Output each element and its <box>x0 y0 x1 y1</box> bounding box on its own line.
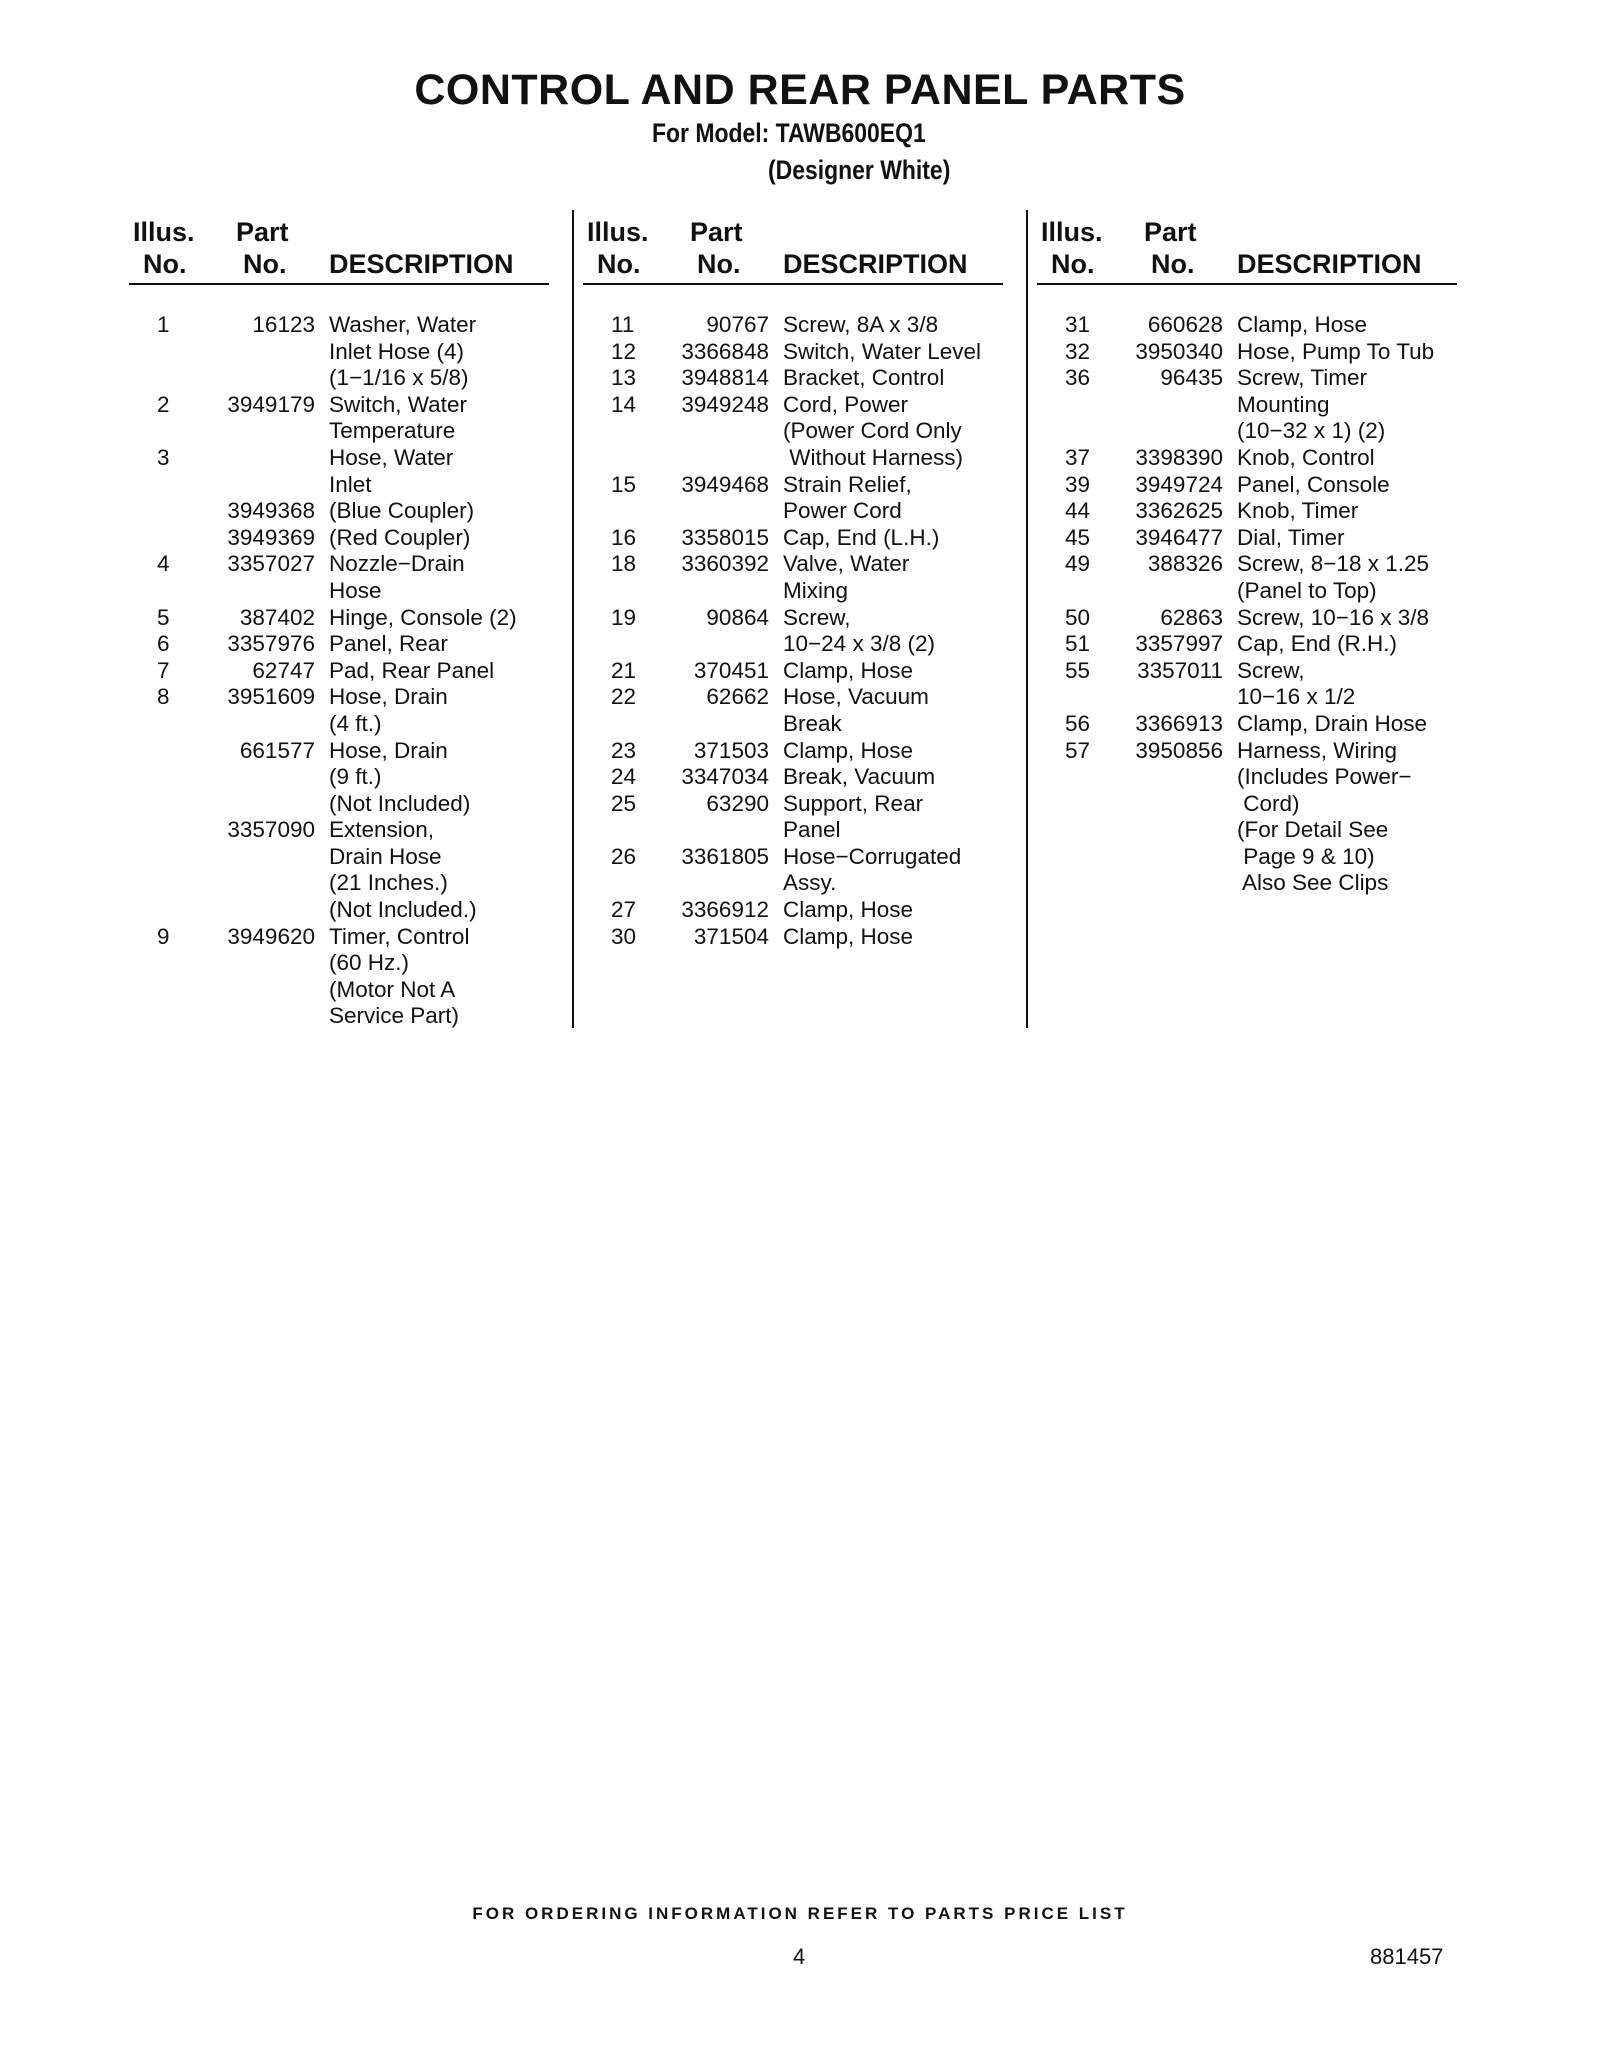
part-number: 3949248 <box>681 391 769 417</box>
part-description: Clamp, Hose <box>783 657 914 683</box>
part-description: (Blue Coupler) <box>329 498 475 524</box>
parts-row <box>587 551 1007 604</box>
parts-row <box>133 605 553 632</box>
part-description: Switch, Water Temperature <box>329 391 467 444</box>
part-number: 371503 <box>693 737 769 763</box>
parts-row <box>133 631 553 658</box>
parts-row <box>133 392 553 445</box>
part-number: 90767 <box>706 312 769 337</box>
illus-number: 30 <box>611 923 637 949</box>
illus-number: 7 <box>157 657 170 683</box>
parts-row <box>133 738 553 818</box>
part-description: Cap, End (R.H.) <box>1237 631 1398 657</box>
part-number: 661577 <box>239 737 315 763</box>
header-part: Part <box>690 217 743 247</box>
illus-number: 27 <box>611 897 637 923</box>
part-number: 3949468 <box>681 471 769 497</box>
part-description: Hose, Drain (9 ft.) (Not Included) <box>329 737 471 816</box>
illus-number: 15 <box>611 471 637 497</box>
part-description: Panel, Rear <box>329 631 448 657</box>
illus-number: 2 <box>157 391 170 417</box>
parts-row <box>587 844 1007 897</box>
illus-number: 19 <box>611 604 637 630</box>
header-description: DESCRIPTION <box>329 249 514 279</box>
illus-number: 6 <box>157 631 170 657</box>
illus-number: 55 <box>1065 657 1091 683</box>
part-description: Hose, Vacuum Break <box>783 684 929 736</box>
parts-row <box>587 684 1007 737</box>
illus-number: 1 <box>157 312 170 337</box>
part-description: Clamp, Hose <box>1237 312 1368 337</box>
part-number: 3950856 <box>1135 737 1223 763</box>
part-number: 62747 <box>252 657 315 683</box>
parts-row <box>133 525 553 552</box>
part-number: 3358015 <box>681 524 769 550</box>
parts-row <box>133 498 553 525</box>
part-description: Hose, Pump To Tub <box>1237 338 1435 364</box>
header-part-no: No. <box>697 249 741 279</box>
part-number: 62863 <box>1160 604 1223 630</box>
illus-number: 3 <box>157 444 170 470</box>
part-description: Clamp, Drain Hose <box>1237 710 1428 736</box>
part-description: Strain Relief, Power Cord <box>783 471 912 524</box>
part-description: Knob, Control <box>1237 444 1375 470</box>
illus-number: 18 <box>611 551 637 577</box>
parts-row <box>133 312 553 392</box>
header-illus-no: No. <box>597 249 641 279</box>
part-description: Hose−Corrugated Assy. <box>783 843 962 896</box>
parts-row <box>1041 738 1461 898</box>
column-header <box>1041 217 1461 283</box>
parts-row <box>1041 631 1461 658</box>
part-description: Harness, Wiring (Includes Power− Cord) (For Detail See Page 9 & 10) Also See Clips <box>1237 737 1412 896</box>
illus-number: 13 <box>611 365 637 391</box>
parts-list <box>133 312 553 1030</box>
parts-row <box>133 445 553 498</box>
part-number: 3950340 <box>1135 338 1223 364</box>
parts-row <box>587 312 1007 339</box>
parts-row <box>587 738 1007 765</box>
illus-number: 36 <box>1065 365 1091 391</box>
illus-number: 45 <box>1065 524 1091 550</box>
part-description: Screw, 10−16 x 3/8 <box>1237 604 1429 630</box>
part-description: Valve, Water Mixing <box>783 551 910 603</box>
illus-number: 11 <box>611 312 635 337</box>
part-number: 3357090 <box>227 817 315 843</box>
header-part-no: No. <box>243 249 287 279</box>
parts-row <box>1041 605 1461 632</box>
part-number: 3357976 <box>227 631 315 657</box>
parts-row <box>587 791 1007 844</box>
part-number: 3357027 <box>227 551 315 577</box>
part-number: 388326 <box>1147 551 1223 577</box>
part-description: Bracket, Control <box>783 365 945 391</box>
page-number: 4 <box>793 1944 806 1969</box>
parts-row <box>1041 551 1461 604</box>
parts-row <box>587 392 1007 472</box>
part-description: Screw, Timer Mounting (10−32 x 1) (2) <box>1237 365 1386 444</box>
part-description: Panel, Console <box>1237 471 1390 497</box>
illus-number: 22 <box>611 684 637 710</box>
finish-subtitle: (Designer White) <box>768 155 951 185</box>
part-description: Clamp, Hose <box>783 737 914 763</box>
parts-row <box>1041 472 1461 499</box>
illus-number: 21 <box>611 657 637 683</box>
part-description: Nozzle−Drain Hose <box>329 551 465 603</box>
part-number: 3949369 <box>227 524 315 550</box>
column-divider <box>572 210 574 1028</box>
header-part: Part <box>1144 217 1197 247</box>
illus-number: 26 <box>611 843 637 869</box>
header-rule <box>1037 283 1457 285</box>
parts-row <box>587 365 1007 392</box>
illus-number: 8 <box>157 684 170 710</box>
header-illus: Illus. <box>587 217 649 247</box>
parts-row <box>133 817 553 923</box>
part-description: Clamp, Hose <box>783 923 914 949</box>
part-number: 3951609 <box>227 684 315 710</box>
part-number: 16123 <box>252 312 315 337</box>
part-description: Clamp, Hose <box>783 897 914 923</box>
parts-list <box>1041 312 1461 897</box>
part-number: 3948814 <box>681 365 769 391</box>
part-description: Screw, 10−16 x 1/2 <box>1237 657 1356 710</box>
part-number: 3366913 <box>1135 710 1223 736</box>
parts-row <box>133 684 553 737</box>
part-description: Screw, 8−18 x 1.25 (Panel to Top) <box>1237 551 1429 603</box>
parts-list <box>587 312 1007 950</box>
part-number: 62662 <box>706 684 769 710</box>
part-description: Switch, Water Level <box>783 338 981 364</box>
part-number: 3360392 <box>681 551 769 577</box>
illus-number: 23 <box>611 737 637 763</box>
header-rule <box>583 283 1003 285</box>
part-number: 3946477 <box>1135 524 1223 550</box>
ordering-note: FOR ORDERING INFORMATION REFER TO PARTS PRICE LIST <box>472 1904 1128 1923</box>
part-number: 96435 <box>1160 365 1223 391</box>
parts-row <box>1041 445 1461 472</box>
part-description: Break, Vacuum <box>783 764 936 790</box>
part-description: Timer, Control (60 Hz.) (Motor Not A Service Part) <box>329 923 470 1029</box>
part-number: 3366912 <box>681 897 769 923</box>
parts-row <box>1041 365 1461 445</box>
parts-row <box>1041 498 1461 525</box>
parts-row <box>133 551 553 604</box>
parts-row <box>133 924 553 1030</box>
illus-number: 44 <box>1065 498 1091 524</box>
parts-row <box>587 924 1007 951</box>
part-description: Washer, Water Inlet Hose (4) (1−1/16 x 5/8) <box>329 312 477 391</box>
header-illus: Illus. <box>133 217 195 247</box>
part-number: 3361805 <box>681 843 769 869</box>
parts-row <box>1041 339 1461 366</box>
header-description: DESCRIPTION <box>783 249 968 279</box>
illus-number: 14 <box>611 391 637 417</box>
illus-number: 50 <box>1065 604 1091 630</box>
part-description: Hinge, Console (2) <box>329 604 517 630</box>
header-part: Part <box>236 217 289 247</box>
part-description: Extension, Drain Hose (21 Inches.) (Not Included.) <box>329 817 477 923</box>
part-description: Cord, Power (Power Cord Only Without Harness) <box>783 391 964 470</box>
part-description: (Red Coupler) <box>329 524 471 550</box>
part-number: 3949724 <box>1135 471 1223 497</box>
part-number: 3398390 <box>1135 444 1223 470</box>
illus-number: 32 <box>1065 338 1091 364</box>
illus-number: 37 <box>1065 444 1091 470</box>
parts-row <box>587 339 1007 366</box>
parts-row <box>587 764 1007 791</box>
illus-number: 9 <box>157 923 170 949</box>
page-title: CONTROL AND REAR PANEL PARTS <box>414 66 1186 114</box>
column-header <box>133 217 553 283</box>
parts-column-1 <box>133 217 553 1029</box>
illus-number: 31 <box>1065 312 1091 337</box>
part-description: Hose, Water Inlet <box>329 444 454 497</box>
parts-row <box>587 472 1007 525</box>
part-number: 3366848 <box>681 338 769 364</box>
parts-row <box>587 897 1007 924</box>
part-number: 3362625 <box>1135 498 1223 524</box>
column-header <box>587 217 1007 283</box>
part-number: 387402 <box>239 604 315 630</box>
part-description: Screw, 8A x 3/8 <box>783 312 939 337</box>
header-part-no: No. <box>1151 249 1195 279</box>
parts-row <box>1041 525 1461 552</box>
illus-number: 5 <box>157 604 170 630</box>
part-description: Pad, Rear Panel <box>329 657 495 683</box>
part-description: Cap, End (L.H.) <box>783 524 940 550</box>
header-illus: Illus. <box>1041 217 1103 247</box>
parts-row <box>587 525 1007 552</box>
part-number: 63290 <box>706 790 769 816</box>
parts-row <box>587 605 1007 658</box>
illus-number: 16 <box>611 524 637 550</box>
part-number: 90864 <box>706 604 769 630</box>
header-rule <box>129 283 549 285</box>
parts-row <box>1041 312 1461 339</box>
header-description: DESCRIPTION <box>1237 249 1422 279</box>
parts-row <box>133 658 553 685</box>
part-number: 660628 <box>1147 312 1223 337</box>
part-number: 3949179 <box>227 391 315 417</box>
illus-number: 25 <box>611 790 637 816</box>
part-number: 3949368 <box>227 498 315 524</box>
illus-number: 24 <box>611 764 637 790</box>
illus-number: 4 <box>157 551 170 577</box>
parts-row <box>1041 711 1461 738</box>
part-description: Screw, 10−24 x 3/8 (2) <box>783 604 935 657</box>
part-number: 3357997 <box>1135 631 1223 657</box>
part-description: Knob, Timer <box>1237 498 1359 524</box>
part-number: 370451 <box>693 657 769 683</box>
illus-number: 12 <box>611 338 637 364</box>
parts-row <box>587 658 1007 685</box>
part-description: Dial, Timer <box>1237 524 1345 550</box>
parts-column-3 <box>1041 217 1461 896</box>
column-divider <box>1026 210 1028 1028</box>
part-description: Hose, Drain (4 ft.) <box>329 684 448 736</box>
part-number: 3357011 <box>1137 657 1223 683</box>
header-illus-no: No. <box>1051 249 1095 279</box>
part-description: Support, Rear Panel <box>783 790 924 843</box>
document-number: 881457 <box>1370 1944 1444 1969</box>
illus-number: 56 <box>1065 710 1091 736</box>
illus-number: 49 <box>1065 551 1091 577</box>
part-number: 371504 <box>693 923 769 949</box>
illus-number: 57 <box>1065 737 1091 763</box>
part-number: 3949620 <box>227 923 315 949</box>
header-illus-no: No. <box>143 249 187 279</box>
illus-number: 51 <box>1065 631 1091 657</box>
part-number: 3347034 <box>681 764 769 790</box>
model-subtitle: For Model: TAWB600EQ1 <box>652 118 926 148</box>
parts-row <box>1041 658 1461 711</box>
illus-number: 39 <box>1065 471 1091 497</box>
parts-column-2 <box>587 217 1007 949</box>
